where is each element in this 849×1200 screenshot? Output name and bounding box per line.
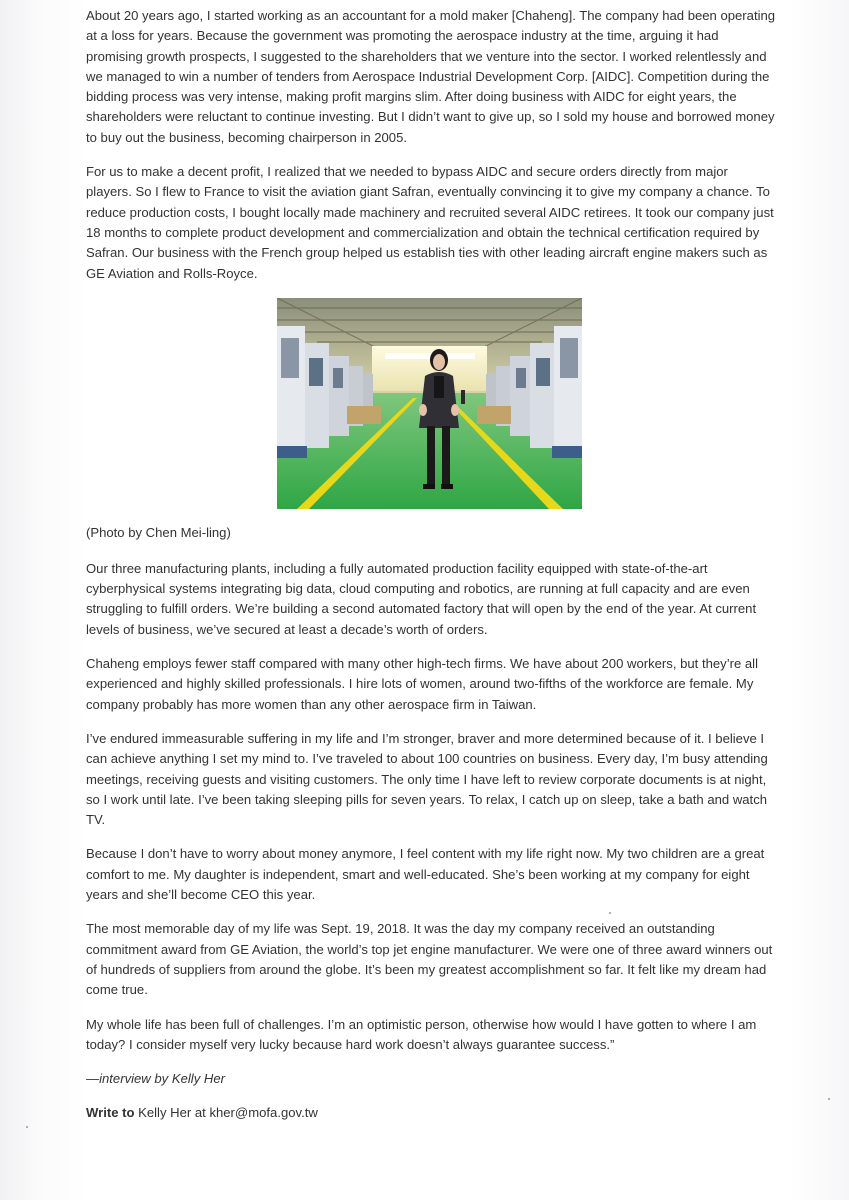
paragraph-3: Our three manufacturing plants, including a fully automated production facility equipped with state-of-the-art cyberphysical systems integrating big data, cloud computing and robotics, are running at full capacity and are even struggling to fulfill orders. We’re building a second automated factory that will open by the end of the year. At current levels of business, we’ve secured at least a decade’s worth of orders. [86,560,757,637]
write-to-contact[interactable]: Kelly Her at kher@mofa.gov.tw [134,1105,318,1121]
article-body [86,6,776,1123]
paragraph-7: The most memorable day of my life was Sept. 19, 2018. It was the day my company received an outstanding commitment award from GE Aviation, the world’s top jet engine manufacturer. We were one of three award winners out of hundreds of suppliers from around the globe. It’s been my greatest accomplishment so far. It felt like my dream had come true. [86,921,773,998]
scan-speck [609,912,611,914]
paragraph-2: For us to make a decent profit, I realized that we needed to bypass AIDC and secure orders directly from major players. So I flew to France to visit the aviation giant Safran, eventually convincing it to give my company a chance. To reduce production costs, I bought locally made machinery and recruited several AIDC retirees. It took our company just 18 months to complete product development and commercialization and obtain the technical certification required by Safran. Our business with the French group helped us establish ties with other leading aircraft engine makers such as GE Aviation and Rolls-Royce. [86,164,774,281]
scan-speck [26,1126,28,1128]
paragraph-6: Because I don’t have to worry about money anymore, I feel content with my life right now. My two children are a great comfort to me. My daughter is independent, smart and well-educated. She’s been working at my company for eight years and she’ll become CEO this year. [86,846,765,903]
factory-photo-illustration [277,298,582,509]
paragraph-8: My whole life has been full of challenges. I’m an optimistic person, otherwise how would I have gotten to where I am today? I consider myself very lucky because hard work doesn’t always guarantee success.” [86,1016,757,1052]
factory-photo [277,298,582,509]
photo-caption: (Photo by Chen Mei-ling) [86,524,231,540]
scan-speck [828,1098,830,1100]
interview-credit: —interview by Kelly Her [86,1071,225,1087]
write-to-line [86,1103,776,1123]
write-to-label: Write to [86,1105,135,1121]
paragraph-1: About 20 years ago, I started working as an accountant for a mold maker [Chaheng]. The company had been operating at a loss for years. Because the government was promoting the aerospace industry at the time, arguing it had promising growth prospects, I suggested to the shareholders that we venture into the sector. I worked relentlessly and we managed to win a number of tenders from Aerospace Industrial Development Corp. [AIDC]. Competition during the bidding process was very intense, making profit margins slim. After doing business with AIDC for eight years, the shareholders were reluctant to continue investing. But I didn’t want to give up, so I sold my house and borrowed money to buy out the business, becoming chairperson in 2005. [86,8,776,145]
paragraph-4: Chaheng employs fewer staff compared with many other high-tech firms. We have about 200 workers, but they’re all experienced and highly skilled professionals. I hire lots of women, around two-fifths of the workforce are female. My company probably has more women than any other aerospace firm in Taiwan. [86,656,758,712]
paragraph-5: I’ve endured immeasurable suffering in my life and I’m stronger, braver and more determined because of it. I believe I can achieve anything I set my mind to. I’ve traveled to about 100 countries on business. Every day, I’m busy attending meetings, receiving guests and visiting customers. The only time I have left to review corporate documents is at night, so I work until late. I’ve been taking sleeping pills for seven years. To relax, I catch up on sleep, take a bath and watch TV. [86,730,768,828]
